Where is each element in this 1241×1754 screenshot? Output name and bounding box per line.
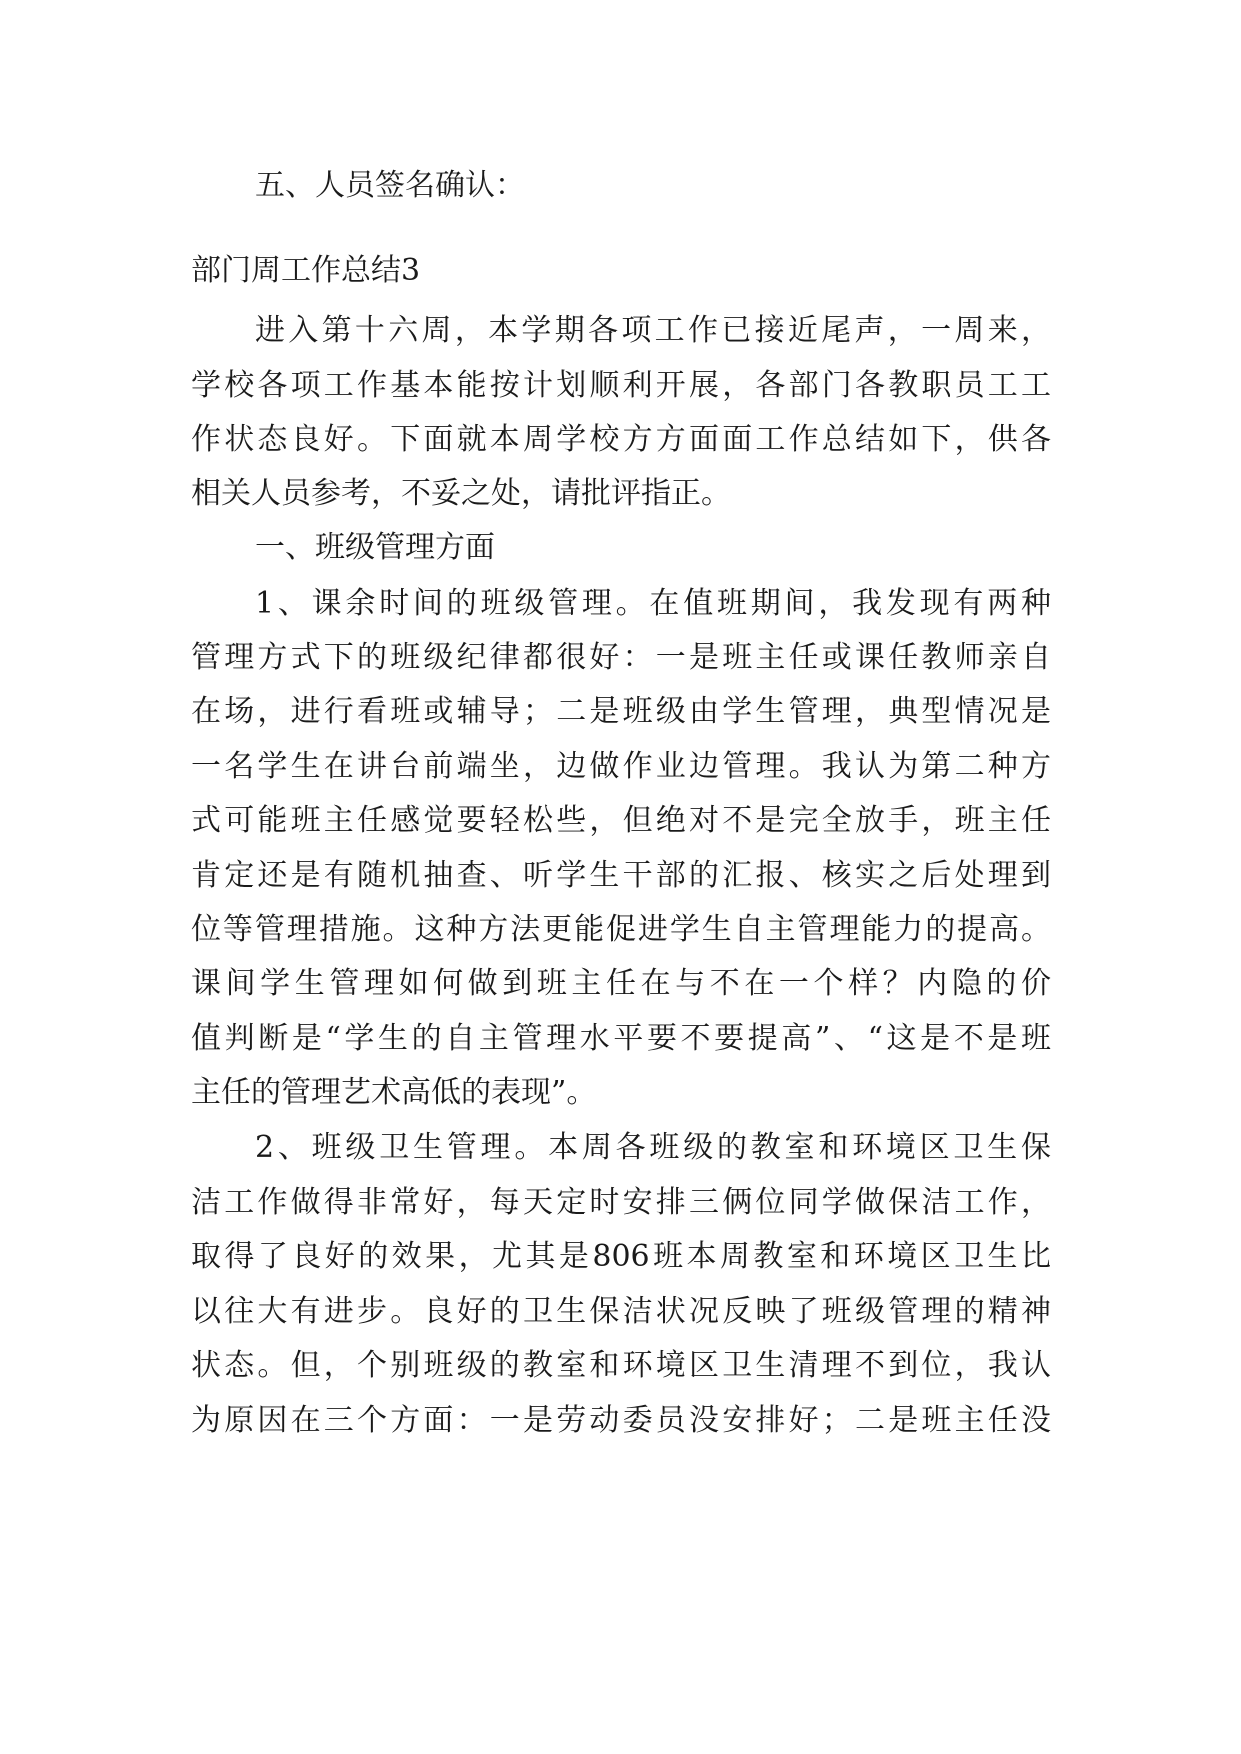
- paragraph-line: 管理方式下的班级纪律都很好：一是班主任或课任教师亲自: [191, 640, 1051, 675]
- document-title: 部门周工作总结3: [191, 253, 421, 288]
- paragraph-line: 课间学生管理如何做到班主任在与不在一个样？内隐的价: [191, 966, 1051, 1001]
- paragraph-line: 2、班级卫生管理。本周各班级的教室和环境区卫生保: [255, 1130, 1051, 1165]
- paragraph-line: 以往大有进步。良好的卫生保洁状况反映了班级管理的精神: [191, 1294, 1051, 1329]
- paragraph-line: 1、课余时间的班级管理。在值班期间，我发现有两种: [255, 586, 1051, 621]
- paragraph-line: 主任的管理艺术高低的表现”。: [191, 1075, 597, 1110]
- paragraph-line: 学校各项工作基本能按计划顺利开展，各部门各教职员工工: [191, 368, 1051, 403]
- paragraph-line: 式可能班主任感觉要轻松些，但绝对不是完全放手，班主任: [191, 803, 1051, 838]
- paragraph-line: 作状态良好。下面就本周学校方方面面工作总结如下，供各: [191, 422, 1051, 457]
- paragraph-line: 一名学生在讲台前端坐，边做作业边管理。我认为第二种方: [191, 749, 1051, 784]
- section-heading-signature: 五、人员签名确认：: [255, 168, 525, 203]
- paragraph-line: 取得了良好的效果，尤其是806班本周教室和环境区卫生比: [191, 1239, 1051, 1274]
- paragraph-line: 洁工作做得非常好，每天定时安排三俩位同学做保洁工作，: [191, 1185, 1051, 1220]
- paragraph-line: 进入第十六周，本学期各项工作已接近尾声，一周来，: [255, 313, 1051, 348]
- paragraph-line: 相关人员参考，不妥之处，请批评指正。: [191, 476, 731, 511]
- paragraph-line: 为原因在三个方面：一是劳动委员没安排好；二是班主任没: [191, 1403, 1051, 1438]
- paragraph-line: 值判断是“学生的自主管理水平要不要提高”、“这是不是班: [191, 1021, 1051, 1056]
- paragraph-line: 在场，进行看班或辅导；二是班级由学生管理，典型情况是: [191, 694, 1051, 729]
- section-heading-class-management: 一、班级管理方面: [255, 530, 495, 565]
- paragraph-line: 肯定还是有随机抽查、听学生干部的汇报、核实之后处理到: [191, 858, 1051, 893]
- paragraph-line: 状态。但，个别班级的教室和环境区卫生清理不到位，我认: [191, 1348, 1051, 1383]
- paragraph-line: 位等管理措施。这种方法更能促进学生自主管理能力的提高。: [191, 912, 1051, 947]
